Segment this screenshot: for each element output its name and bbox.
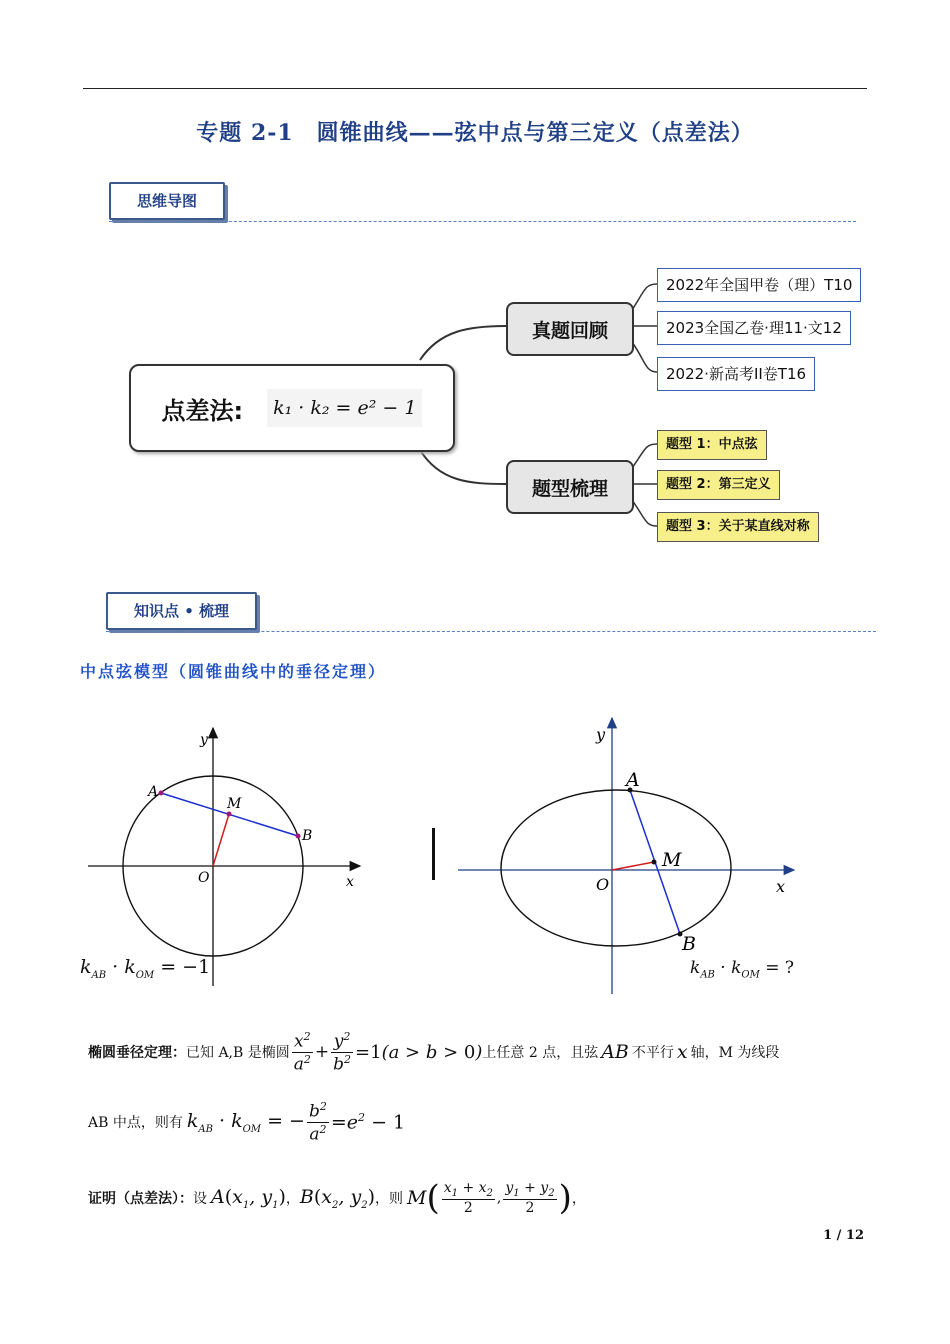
theorem-text-5: AB 中点，则有 [88,1115,183,1131]
label-y: y [596,725,606,744]
section-divider-2 [106,631,876,632]
header-rule [83,88,867,89]
label-origin: O [596,875,610,894]
theorem-line-1: 椭圆垂径定理： 已知 A,B 是椭圆 $\frac{x^2}{a^2}$ + $\frac{y^2}{b^2}$ =1(a > b > 0) 上任意 2 点，且弦 AB 不平行 x 轴，M 为线段 [88,1029,780,1075]
proof-text-3: ，则 [374,1191,403,1207]
caption-left: $k_{AB} \cdot k_{OM} = -1$ [80,956,211,981]
label-y: y [200,732,208,748]
leaf-type-1: 题型 1：中点弦 [657,430,767,460]
label-origin: O [198,870,210,886]
leaf-exam-1: 2022年全国甲卷（理）T10 [657,268,861,302]
label-b: B [682,933,696,955]
vertical-bar [432,828,435,880]
leaf-exam-2: 2023全国乙卷·理11·文12 [657,311,851,345]
leaf-type-2: 题型 2：第三定义 [657,470,780,500]
leaf-exam-3: 2022·新高考II卷T16 [657,357,815,391]
label-b: B [302,828,313,844]
section-tab-mindmap: 思维导图 [109,182,225,220]
theorem-text-3: 不平行 [631,1045,674,1061]
label-x: x [346,874,354,890]
section-divider [109,221,856,222]
label-a: A [626,769,640,791]
root-label: 点差法: [161,396,244,425]
leaf-type-3: 题型 3：关于某直线对称 [657,512,819,542]
label-m: M [227,796,242,812]
caption-right: $k_{AB} \cdot k_{OM}$ = ? [690,958,795,981]
root-formula: k₁ · k₂ = e² − 1 [267,389,422,427]
proof-text-1: 设 [193,1191,207,1207]
mindmap-root [129,364,455,452]
label-x: x [776,877,786,896]
proof-label: 证明（点差法）： [88,1191,193,1207]
branch-real-exam: 真题回顾 [506,302,634,356]
theorem-line-2: AB 中点，则有 $k_{AB} \cdot k_{OM}$ = − $\frac{b^2}{a^2}$ $=e^2 - 1$ [88,1099,406,1145]
proof-text-2: ， [285,1191,300,1207]
section-tab-knowledge: 知识点 • 梳理 [106,592,257,630]
page-number: 1 / 12 [823,1228,864,1243]
label-m: M [662,849,682,871]
theorem-label: 椭圆垂径定理： [88,1045,186,1061]
theorem-text-1: 已知 A,B 是椭圆 [186,1045,290,1061]
branch-question-types: 题型梳理 [506,460,634,514]
theorem-text-4: 轴，M 为线段 [690,1045,780,1061]
proof-line: 证明（点差法）： 设 $A(x_1$, $y_1$) ， $B(x_2$, $y_2$) ，则 M ( $\frac{x_1 + x_2}{2}$ , $\frac{y_1 + y_2}{2}$ ) ， [88,1178,586,1218]
label-a: A [148,784,159,800]
subheading: 中点弦模型（圆锥曲线中的垂径定理） [80,662,387,681]
page-title: 专题 2-1 圆锥曲线——弦中点与第三定义（点差法） [196,120,754,146]
theorem-text-2: 上任意 2 点，且弦 [482,1045,599,1061]
